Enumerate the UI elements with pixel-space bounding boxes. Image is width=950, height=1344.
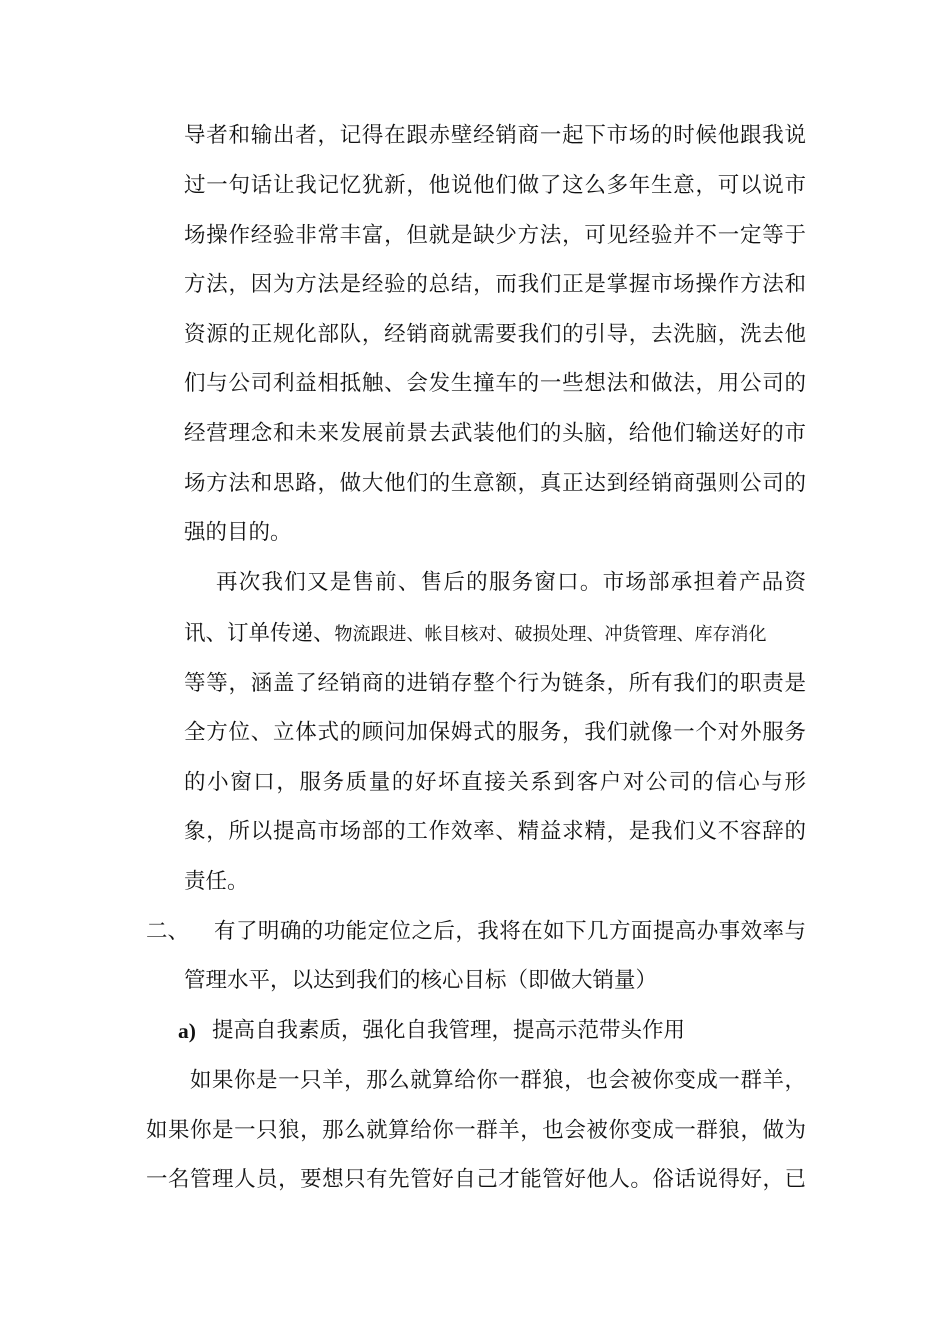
paragraph-1-line-5: 资源的正规化部队，经销商就需要我们的引导，去洗脑，洗去他 xyxy=(184,322,806,347)
paragraph-2-line-1: 再次我们又是售前、售后的服务窗口。市场部承担着产品资 xyxy=(216,570,806,595)
paragraph-2-line-7: 责任。 xyxy=(184,869,249,894)
paragraph-1-line-7: 经营理念和未来发展前景去武装他们的头脑，给他们输送好的市 xyxy=(184,421,806,446)
section-2-number: 二、 xyxy=(146,919,190,944)
paragraph-2-line-2-part-b: 物流跟进、帐目核对、破损处理、冲货管理、库存消化 xyxy=(334,624,767,645)
paragraph-1-line-9: 强的目的。 xyxy=(184,520,292,545)
paragraph-2-line-2 xyxy=(184,620,767,649)
section-2-line-2: 管理水平，以达到我们的核心目标（即做大销量） xyxy=(184,968,658,993)
paragraph-1-line-8: 场方法和思路，做大他们的生意额，真正达到经销商强则公司的 xyxy=(184,471,806,496)
paragraph-1-line-6: 们与公司利益相抵触、会发生撞车的一些想法和做法，用公司的 xyxy=(184,371,806,396)
paragraph-1-line-1: 导者和输出者，记得在跟赤壁经销商一起下市场的时候他跟我说 xyxy=(184,123,806,148)
paragraph-1-line-4: 方法，因为方法是经验的总结，而我们正是掌握市场操作方法和 xyxy=(184,272,806,297)
paragraph-3-line-2: 如果你是一只狼，那么就算给你一群羊，也会被你变成一群狼，做为 xyxy=(146,1118,806,1143)
item-a-marker: a) xyxy=(178,1019,196,1043)
item-a-text: 提高自我素质，强化自我管理，提高示范带头作用 xyxy=(212,1018,686,1043)
paragraph-2-line-3: 等等，涵盖了经销商的进销存整个行为链条，所有我们的职责是 xyxy=(184,671,806,696)
paragraph-2-line-4: 全方位、立体式的顾问加保姆式的服务，我们就像一个对外服务 xyxy=(184,720,806,745)
paragraph-2-line-5: 的小窗口，服务质量的好坏直接关系到客户对公司的信心与形 xyxy=(184,770,806,795)
paragraph-3-line-3: 一名管理人员，要想只有先管好自己才能管好他人。俗话说得好，已 xyxy=(146,1167,806,1192)
paragraph-2-line-6: 象，所以提高市场部的工作效率、精益求精，是我们义不容辞的 xyxy=(184,819,806,844)
paragraph-1-line-3: 场操作经验非常丰富，但就是缺少方法，可见经验并不一定等于 xyxy=(184,223,806,248)
paragraph-1-line-2: 过一句话让我记忆犹新，他说他们做了这么多年生意，可以说市 xyxy=(184,173,806,198)
paragraph-3-line-1: 如果你是一只羊，那么就算给你一群狼，也会被你变成一群羊， xyxy=(190,1068,806,1093)
paragraph-2-line-2-part-a: 讯、订单传递、 xyxy=(184,621,335,646)
section-2-line-1: 有了明确的功能定位之后，我将在如下几方面提高办事效率与 xyxy=(214,919,806,944)
